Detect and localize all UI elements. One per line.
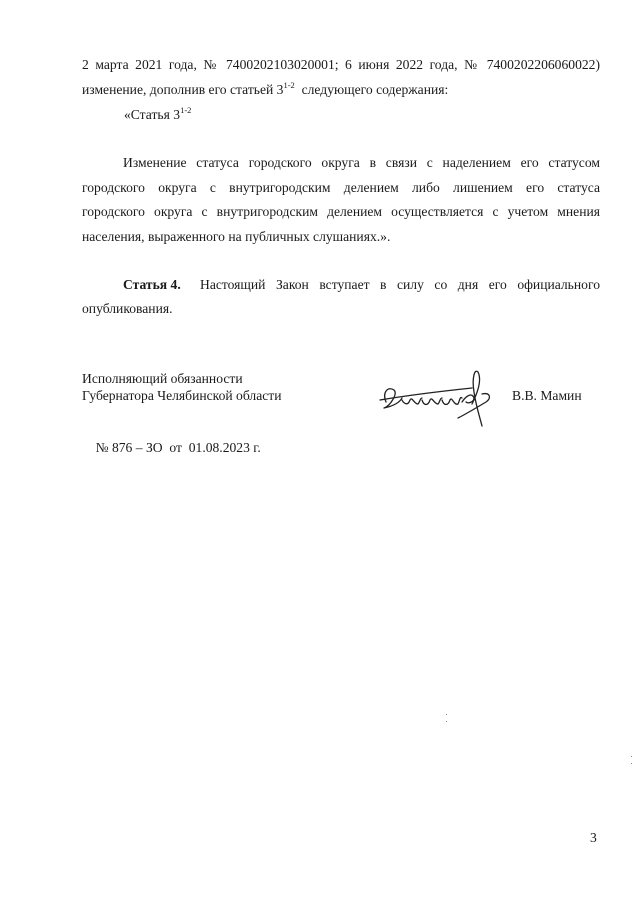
preamble-line-2 — [82, 81, 448, 99]
scan-speck — [631, 756, 632, 757]
page-number-text: 3 — [590, 830, 597, 845]
article-4-label: Статья 4. — [123, 277, 181, 292]
article-4-line-2 — [82, 300, 173, 318]
preamble-line-1-text: 2 марта 2021 года, № 7400202103020001; 6 июня 2022 года, № 7400202206060022) — [82, 57, 600, 72]
quoted-article-line-4 — [82, 228, 390, 246]
preamble-line-2-text: изменение, дополнив его статьей 3 — [82, 82, 284, 97]
quoted-article-line-3 — [82, 203, 600, 221]
quoted-article-heading-text: «Статья 3 — [124, 107, 181, 122]
scan-speck — [631, 763, 632, 764]
quoted-article-line-2-text: городского округа с внутригородским делением либо лишением его статуса — [82, 180, 600, 195]
handwritten-signature — [374, 362, 504, 432]
preamble-superscript: 1-2 — [283, 80, 295, 90]
scan-speck — [446, 721, 447, 722]
preamble-line-1 — [82, 56, 600, 74]
scan-speck — [446, 714, 447, 715]
quoted-article-line-1 — [123, 154, 600, 172]
quoted-article-line-1-text: Изменение статуса городского округа в связи с наделением его статусом — [123, 155, 600, 170]
signatory-title-line-1 — [82, 370, 243, 388]
signatory-title-line-2 — [82, 387, 282, 405]
signatory-name-text: В.В. Мамин — [512, 388, 582, 403]
article-4-line-2-text: опубликования. — [82, 301, 173, 316]
page-number — [590, 829, 597, 847]
article-4-line-1 — [123, 276, 600, 294]
preamble-line-2-tail: следующего содержания: — [294, 82, 449, 97]
signatory-title-line-1-text: Исполняющий обязанности — [82, 371, 243, 386]
quoted-article-line-3-text: городского округа с внутригородским делением осуществляется с учетом мнения — [82, 204, 600, 219]
signatory-name — [512, 387, 582, 405]
law-reference — [82, 421, 261, 475]
quoted-article-line-4-text: населения, выраженного на публичных слушаниях.». — [82, 229, 391, 244]
quoted-article-heading — [124, 106, 191, 124]
signatory-title-line-2-text: Губернатора Челябинской области — [82, 388, 282, 403]
article-4-line-1-text: Настоящий Закон вступает в силу со дня его официального — [200, 277, 600, 292]
quoted-article-line-2 — [82, 179, 600, 197]
law-reference-text: № 876 – ЗО от 01.08.2023 г. — [95, 440, 261, 455]
quoted-article-superscript: 1-2 — [180, 105, 192, 115]
